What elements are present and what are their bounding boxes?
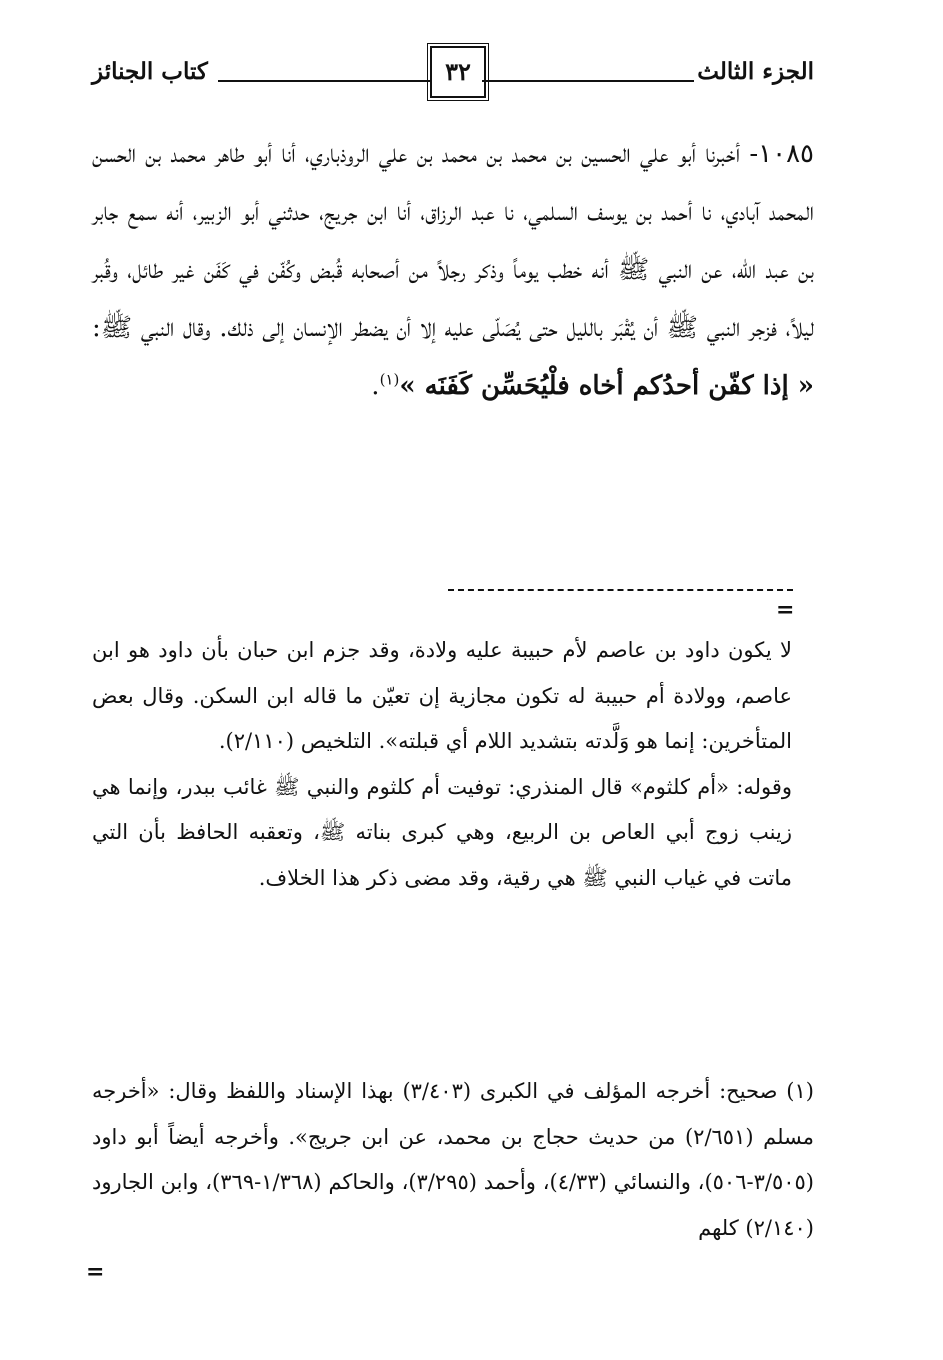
continuation-mark-bottom: =	[86, 1259, 105, 1285]
note-paragraph-1: لا يكون داود بن عاصم لأم حبيبة عليه ولادة، وقد جزم ابن حبان بأن داود هو ابن عاصم، وولادة أم حبيبة له تكون مجازية إن تعيّن ما قاله ابن السكن. وقال بعض المتأخرين: إنما هو وَلَّدته بتشديد اللام أي قبلته». التلخيص (٢/١١٠).	[92, 638, 792, 753]
footnote-separator	[448, 589, 793, 591]
continuation-mark-top: =	[776, 597, 795, 623]
page-header	[92, 40, 814, 110]
continued-notes	[92, 628, 792, 901]
footnote-text: صحيح: أخرجه المؤلف في الكبرى (٣/٤٠٣) بهذا الإسناد واللفظ وقال: «أخرجه مسلم (٢/٦٥١) من حديث حجاج بن محمد، عن ابن جريج». وأخرجه أيضاً أبو داود (٣/٥٠٥-٥٠٦)، والنسائي (٤/٣٣)، وأحمد (٣/٢٩٥)، والحاكم (١/٣٦٨-٣٦٩)، وابن الجارود (٢/١٤٠) كلهم	[92, 1079, 814, 1240]
note-paragraph-2: وقوله: «أم كلثوم» قال المنذري: توفيت أم كلثوم والنبي ﷺ غائب ببدر، وإنما هي زينب زوج أبي العاص بن الربيع، وهي كبرى بناته ﷺ، وتعقبه الحافظ بأن التي ماتت في غياب النبي ﷺ هي رقية، وقد مضى ذكر هذا الخلاف.	[92, 774, 792, 890]
footnote-paragraph	[92, 1069, 814, 1251]
footnote-number: (١)	[786, 1079, 814, 1103]
footnote-reference: (١)	[379, 370, 400, 389]
header-rule-left	[218, 80, 430, 82]
hadith-body	[92, 125, 814, 415]
header-rule-right	[482, 80, 694, 82]
page-number: ٣٢	[430, 46, 486, 98]
sentence-end: .	[371, 371, 380, 401]
hadith-paragraph	[92, 125, 814, 415]
hadith-text: ١٠٨٥- أخبرنا أبو علي الحسين بن محمد بن محمد بن علي الروذباري، أنا أبو طاهر محمد بن الحسن المحمد آبادي، نا أحمد بن يوسف السلمي، نا عبد الرزاق، أنا ابن جريج، حدثني أبو الزبير، أنه سمع جابر بن عبد الله، عن النبي ﷺ أنه خطب يوماً وذكر رجلاً من أصحابه قُبض وكُفّن في كَفَن غير طائل، وقُبر ليلاً، فزجر النبي ﷺ أن يُقْبَر بالليل حتى يُصَلّى عليه إلا أن يضطر الإنسان إلى ذلك. وقال النبي ﷺ:	[92, 139, 814, 343]
hadith-quote: « إذا كفّن أحدُكم أخاه فلْيُحَسِّن كَفَنَه »	[399, 371, 814, 401]
volume-title: الجزء الثالث	[697, 58, 814, 85]
book-title: كتاب الجنائز	[92, 58, 208, 85]
footnote-1	[92, 1069, 814, 1251]
